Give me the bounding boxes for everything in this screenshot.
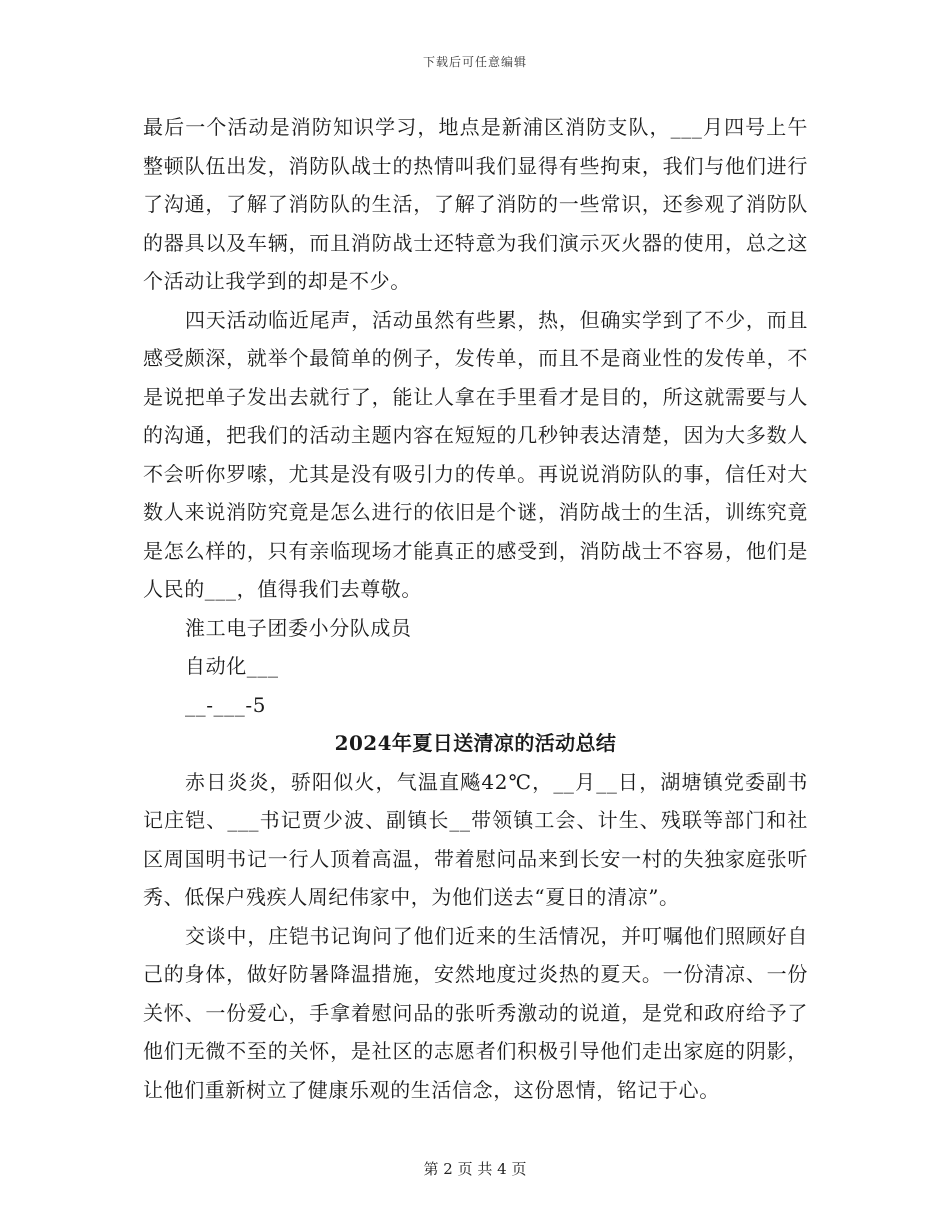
signature-date: __-___-5 [185,692,267,717]
page-number: 第 2 页 共 4 页 [423,1160,527,1178]
section-title: 2024年夏日送清凉的活动总结 [334,731,617,755]
signature-team: 淮工电子团委小分队成员 [185,615,412,640]
paragraph-conversation: 交谈中，庄铠书记询问了他们近来的生活情况，并叮嘱他们照顾好自己的身体，做好防暑降温措施，安然地度过炎热的夏天。一份清凉、一份关怀、一份爱心，手拿着慰问品的张听秀激动的说道，是党和政府给予了他们无微不至的关怀，是社区的志愿者们积极引导他们走出家庭的阴影，让他们重新树立了健康乐观的生活信念，这份恩情，铭记于心。 [143,923,808,1102]
paragraph-activity-summary: 四天活动临近尾声，活动虽然有些累，热，但确实学到了不少，而且感受颇深，就举个最简单的例子，发传单，而且不是商业性的发传单，不是说把单子发出去就行了，能让人拿在手里看才是目的，所这就需要与人的沟通，把我们的活动主题内容在短短的几秒钟表达清楚，因为大多数人不会听你罗嗦，尤其是没有吸引力的传单。再说说消防队的事，信任对大数人来说消防究竟是怎么进行的依旧是个谜，消防战士的生活，训练究竟是怎么样的，只有亲临现场才能真正的感受到，消防战士不容易，他们是人民的___，值得我们去尊敬。 [143,307,808,601]
header-note: 下载后可任意编辑 [422,55,527,69]
signature-class: 自动化___ [185,654,279,678]
document-body [143,108,808,1109]
paragraph-fire-learning: 最后一个活动是消防知识学习，地点是新浦区消防支队，___月四号上午整顿队伍出发，消防队战士的热情叫我们显得有些拘束，我们与他们进行了沟通，了解了消防队的生活，了解了消防的一些常识，还参观了消防队的器具以及车辆，而且消防战士还特意为我们演示灭火器的使用，总之这个活动让我学到的却是不少。 [143,115,808,293]
paragraph-summer-visit: 赤日炎炎，骄阳似火，气温直飚42℃，__月__日，湖塘镇党委副书记庄铠、___书记贾少波、副镇长__带领镇工会、计生、残联等部门和社区周国明书记一行人顶着高温，带着慰问品来到长安一村的失独家庭张听秀、低保户残疾人周纪伟家中，为他们送去“夏日的清凉”。 [143,769,808,909]
